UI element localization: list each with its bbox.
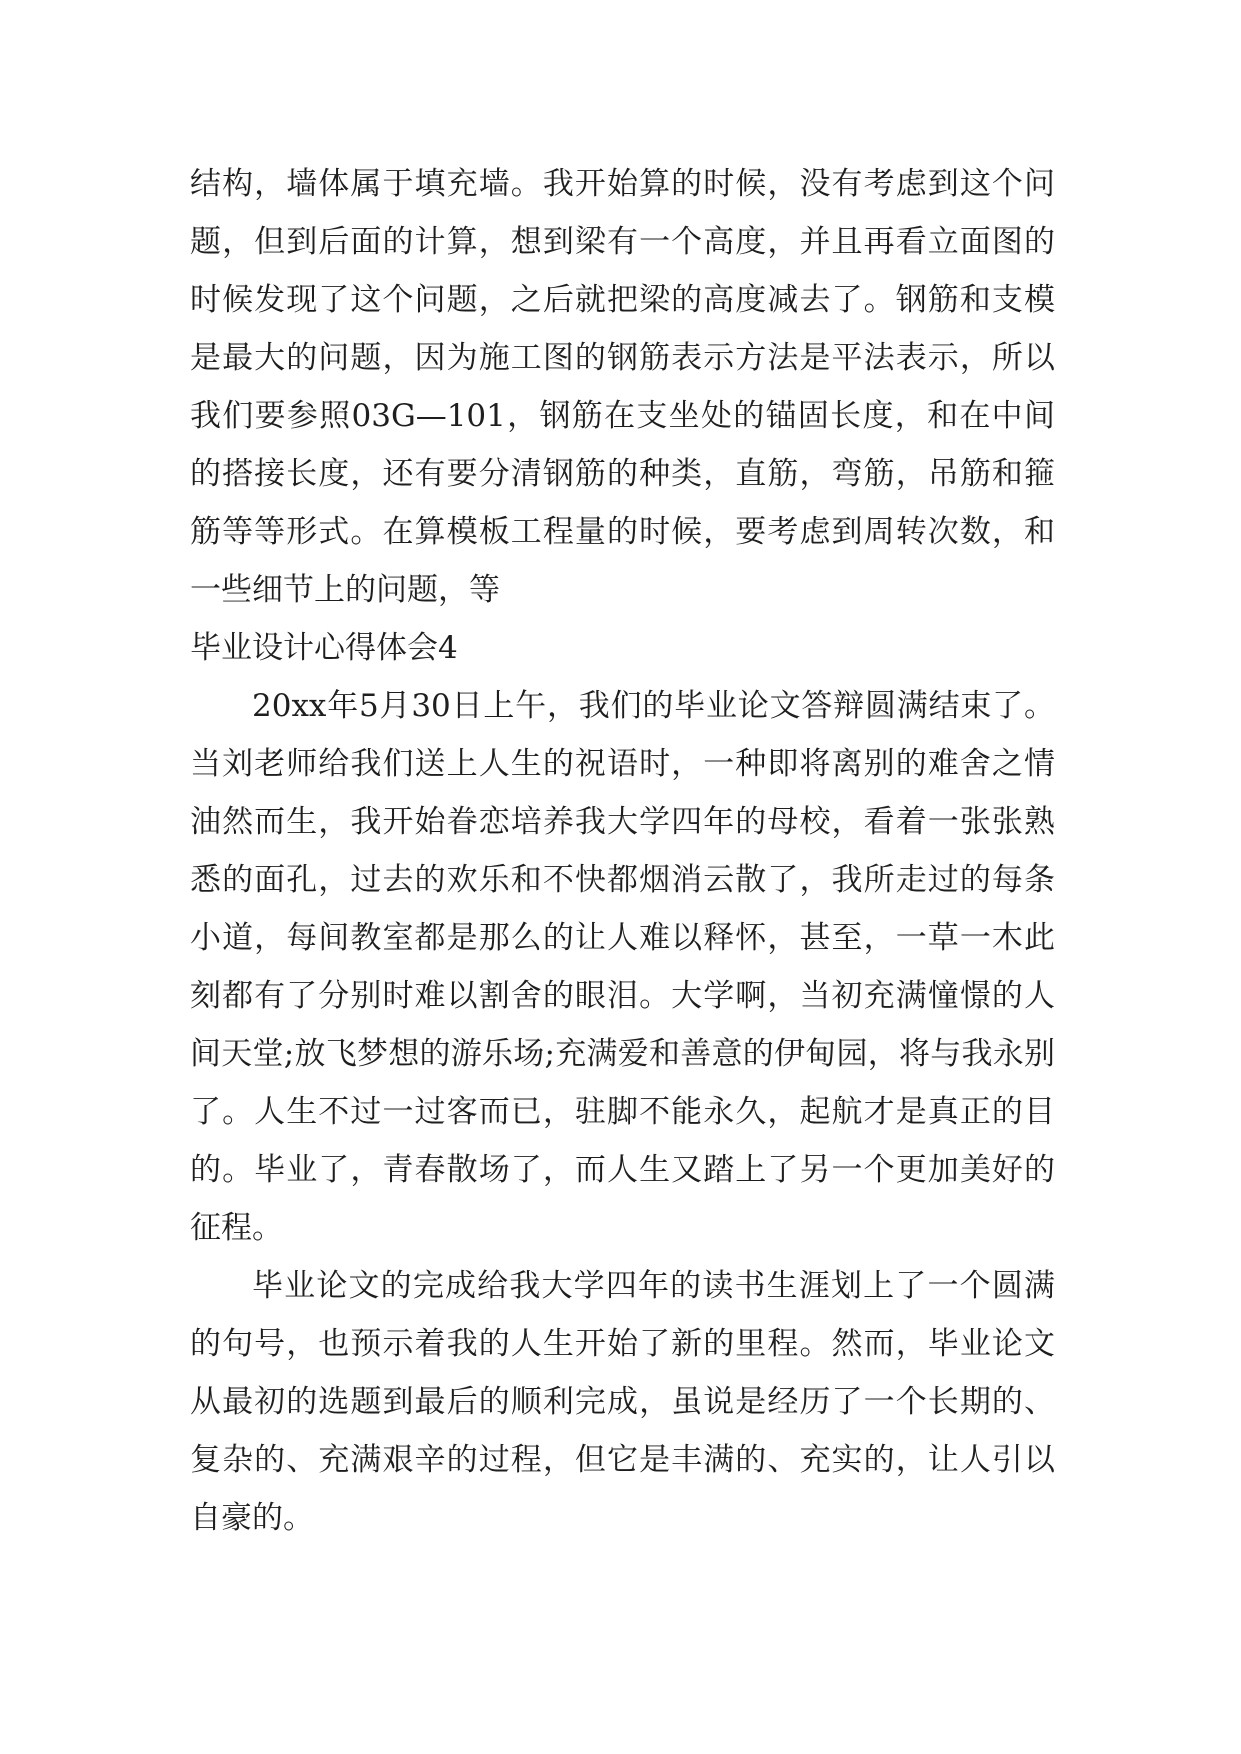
- section-heading: 毕业设计心得体会4: [190, 630, 458, 666]
- paragraph-2: 毕业论文的完成给我大学四年的读书生涯划上了一个圆满的句号，也预示着我的人生开始了新的里程。然而，毕业论文从最初的选题到最后的顺利完成，虽说是经历了一个长期的、复杂的、充满艰辛的过程，但它是丰满的、充实的，让人引以自豪的。: [190, 1268, 1055, 1536]
- paragraph-1: 20xx年5月30日上午，我们的毕业论文答辩圆满结束了。当刘老师给我们送上人生的祝语时，一种即将离别的难舍之情油然而生，我开始眷恋培养我大学四年的母校，看着一张张熟悉的面孔，过去的欢乐和不快都烟消云散了，我所走过的每条小道，每间教室都是那么的让人难以释怀，甚至，一草一木此刻都有了分别时难以割舍的眼泪。大学啊，当初充满憧憬的人间天堂;放飞梦想的游乐场;充满爱和善意的伊甸园，将与我永别了。人生不过一过客而已，驻脚不能永久，起航才是真正的目的。毕业了，青春散场了，而人生又踏上了另一个更加美好的征程。: [190, 688, 1055, 1246]
- document-body: [190, 155, 1055, 1547]
- paragraph-continued: 结构，墙体属于填充墙。我开始算的时候，没有考虑到这个问题，但到后面的计算，想到梁有一个高度，并且再看立面图的时候发现了这个问题，之后就把梁的高度减去了。钢筋和支模是最大的问题，因为施工图的钢筋表示方法是平法表示，所以我们要参照03G—101，钢筋在支坐处的锚固长度，和在中间的搭接长度，还有要分清钢筋的种类，直筋，弯筋，吊筋和箍筋等等形式。在算模板工程量的时候，要考虑到周转次数，和一些细节上的问题，等: [190, 166, 1055, 608]
